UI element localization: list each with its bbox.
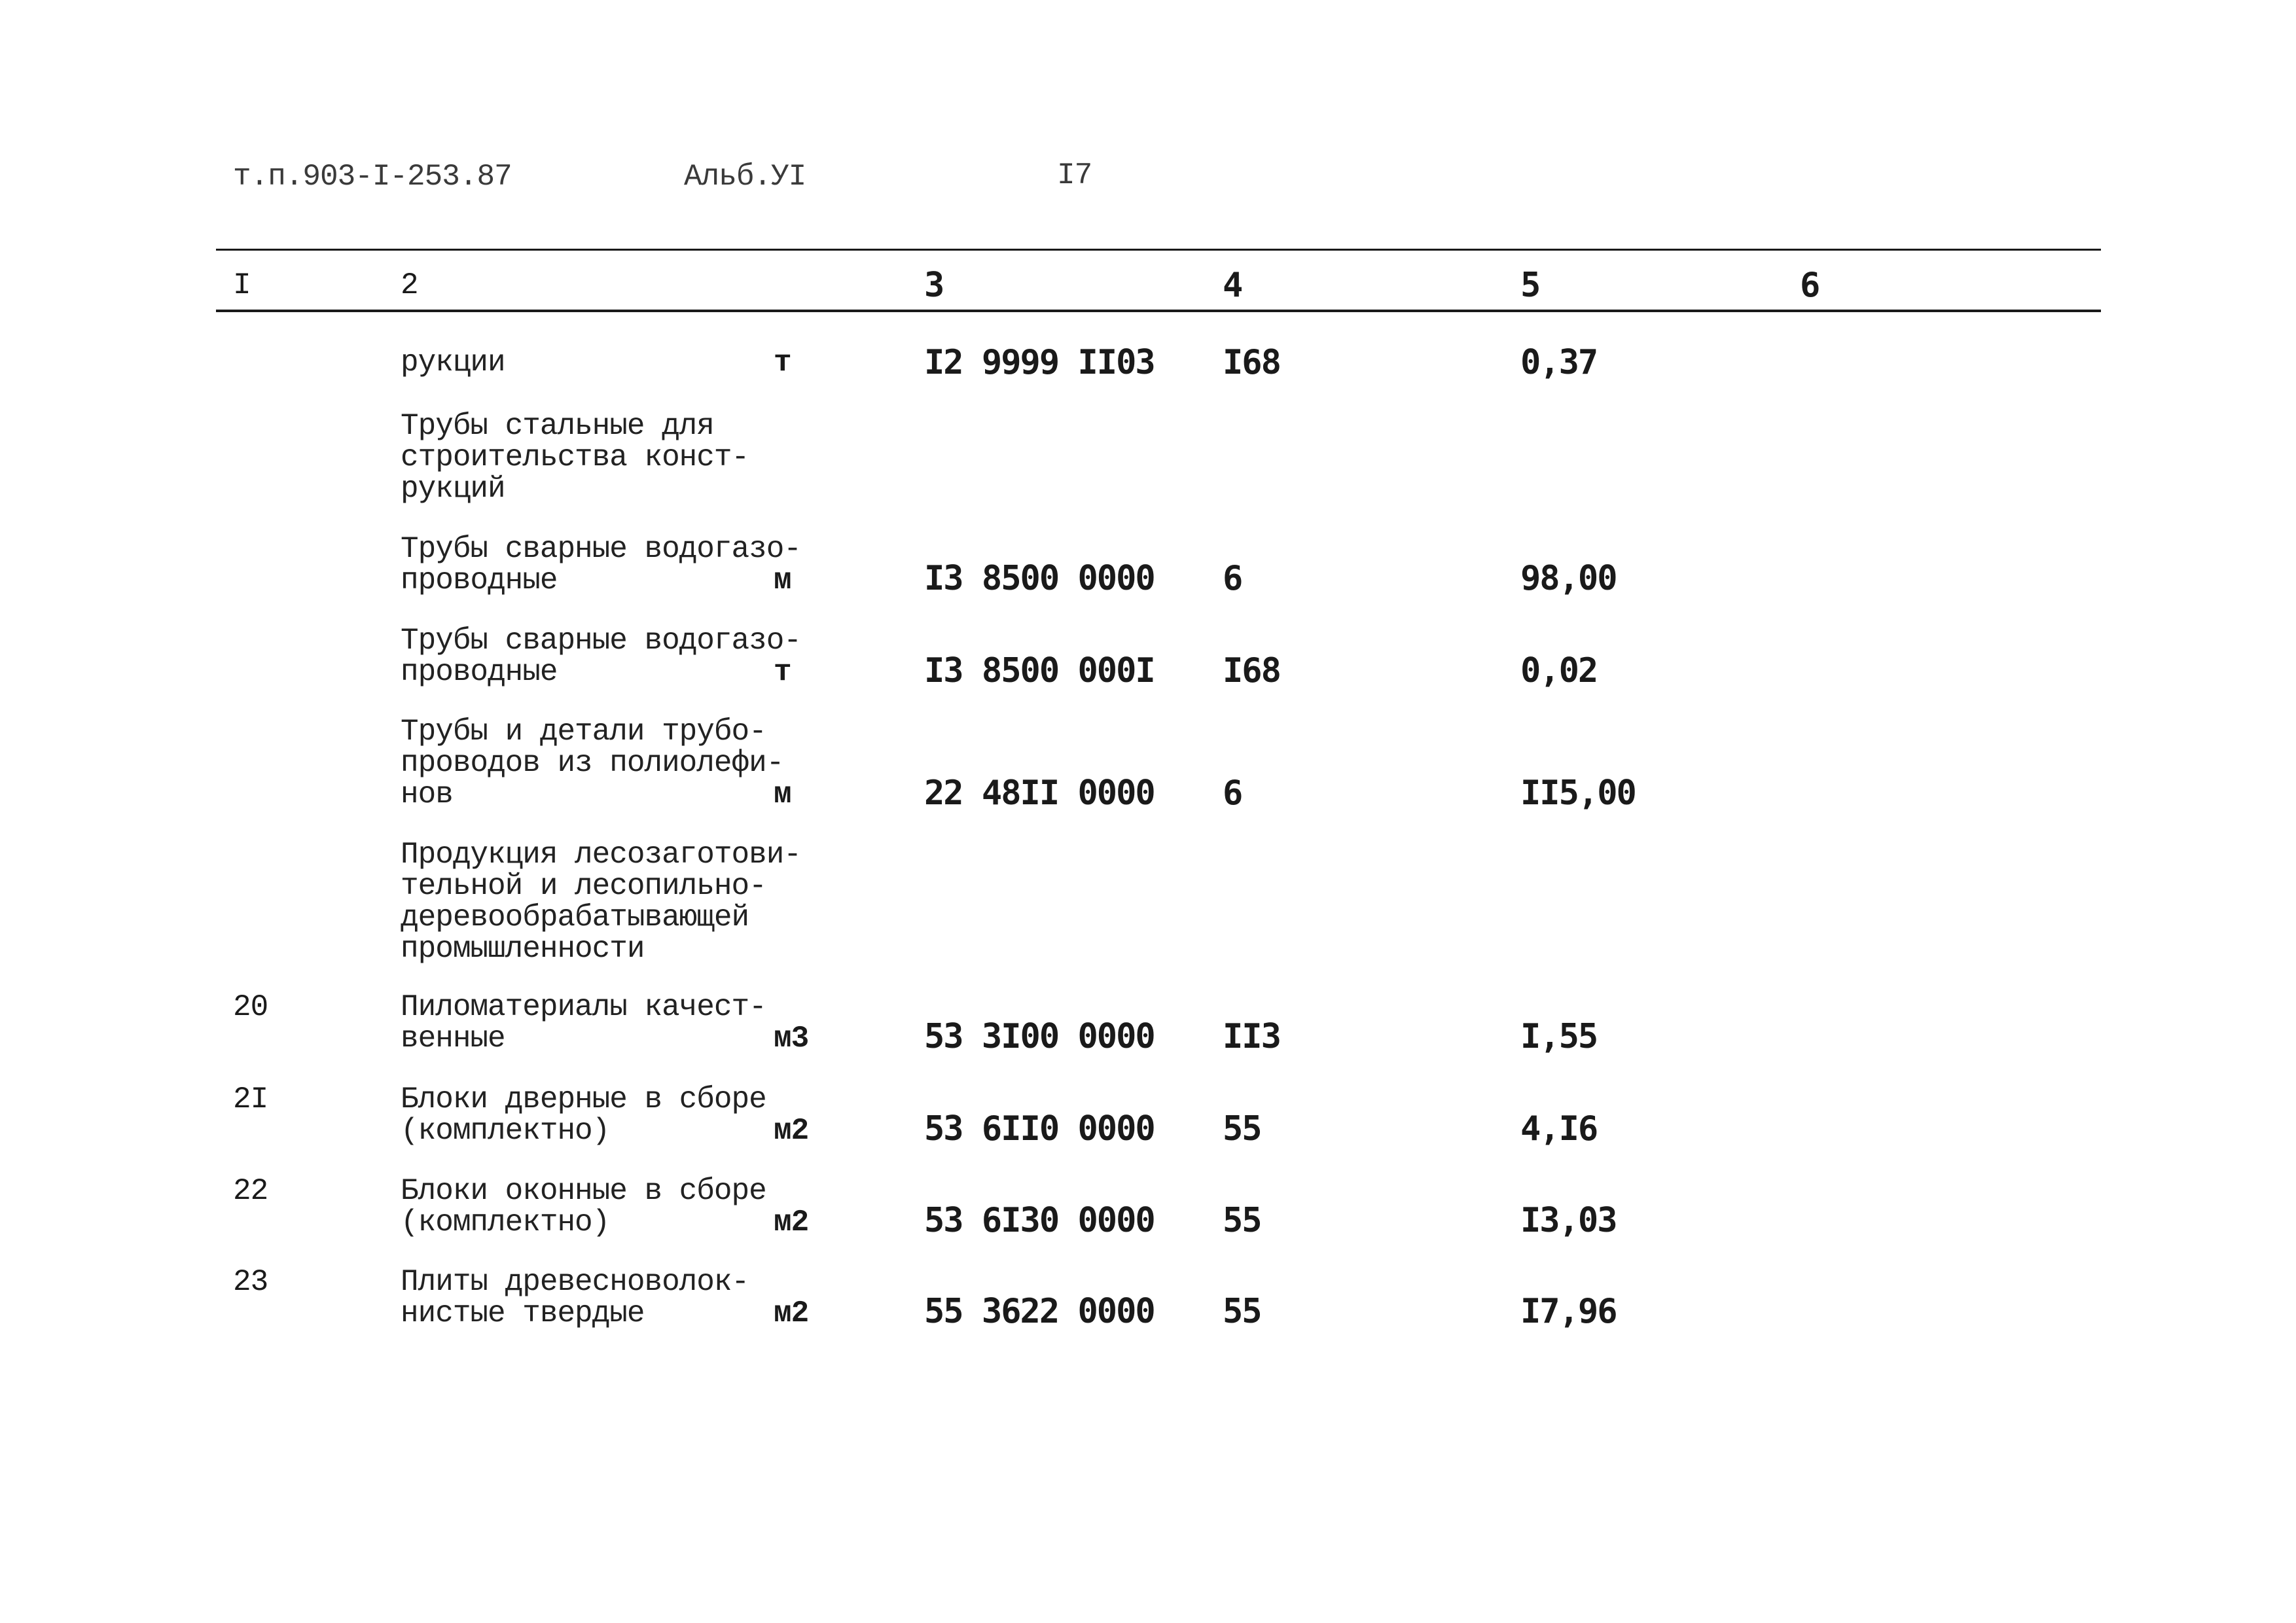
- row-col5: I7,96: [1520, 1292, 1617, 1331]
- row-description: Трубы стальные для строительства конст- рукций: [401, 409, 749, 506]
- row-description: Продукция лесозаготови- тельной и лесопильно- деревообрабатывающей промышленности: [401, 838, 801, 966]
- page-number: I7: [1057, 158, 1092, 192]
- row-col5: 98,00: [1520, 559, 1617, 598]
- row-number: 2I: [233, 1082, 268, 1116]
- row-description: Трубы сварные водогазо- проводные: [401, 624, 801, 689]
- album-label: Альб.УI: [684, 160, 806, 194]
- row-unit: м2: [774, 1296, 809, 1330]
- row-unit: т: [774, 346, 791, 380]
- table-top-rule: [216, 249, 2101, 251]
- row-description: Пиломатериалы качест- венные: [401, 990, 766, 1056]
- row-code: I3 8500 0000: [924, 559, 1155, 598]
- row-code: I3 8500 000I: [924, 651, 1155, 690]
- document-code: т.п.903-I-253.87: [233, 160, 512, 194]
- row-description: Трубы сварные водогазо- проводные: [401, 532, 801, 597]
- row-col5: I,55: [1520, 1017, 1598, 1056]
- row-col4: I68: [1223, 651, 1280, 690]
- row-col4: 6: [1223, 559, 1242, 598]
- column-header-2: 2: [401, 268, 418, 302]
- row-col5: II5,00: [1520, 774, 1636, 813]
- row-number: 20: [233, 990, 268, 1024]
- row-description: Блоки дверные в сборе (комплектно): [401, 1082, 766, 1148]
- column-header-1: I: [233, 268, 251, 302]
- row-unit: м: [774, 777, 791, 812]
- row-col5: 0,37: [1520, 343, 1598, 382]
- row-unit: т: [774, 655, 791, 689]
- row-number: 23: [233, 1265, 268, 1299]
- row-col4: 55: [1223, 1292, 1261, 1331]
- row-number: 22: [233, 1174, 268, 1208]
- row-col4: II3: [1223, 1017, 1280, 1056]
- row-code: 55 3622 0000: [924, 1292, 1155, 1331]
- row-col5: I3,03: [1520, 1201, 1617, 1240]
- row-unit: м2: [774, 1114, 809, 1148]
- column-header-3: 3: [924, 266, 944, 305]
- row-col4: I68: [1223, 343, 1280, 382]
- row-col4: 6: [1223, 774, 1242, 813]
- row-description: рукции: [401, 346, 505, 380]
- row-col4: 55: [1223, 1201, 1261, 1240]
- row-col5: 4,I6: [1520, 1109, 1598, 1149]
- column-header-4: 4: [1223, 266, 1242, 305]
- row-unit: м2: [774, 1205, 809, 1240]
- column-header-5: 5: [1520, 266, 1540, 305]
- row-col4: 55: [1223, 1109, 1261, 1149]
- row-code: 53 6II0 0000: [924, 1109, 1155, 1149]
- row-unit: м: [774, 563, 791, 597]
- row-description: Плиты древесноволок- нистые твердые: [401, 1265, 749, 1330]
- row-code: 53 3I00 0000: [924, 1017, 1155, 1056]
- column-header-6: 6: [1800, 266, 1820, 305]
- row-code: 22 48II 0000: [924, 774, 1155, 813]
- table-header-rule: [216, 310, 2101, 312]
- row-unit: м3: [774, 1022, 809, 1056]
- row-col5: 0,02: [1520, 651, 1598, 690]
- row-description: Трубы и детали трубо- проводов из полиолефи- нов: [401, 715, 784, 812]
- row-description: Блоки оконные в сборе (комплектно): [401, 1174, 766, 1240]
- row-code: 53 6I30 0000: [924, 1201, 1155, 1240]
- row-code: I2 9999 II03: [924, 343, 1155, 382]
